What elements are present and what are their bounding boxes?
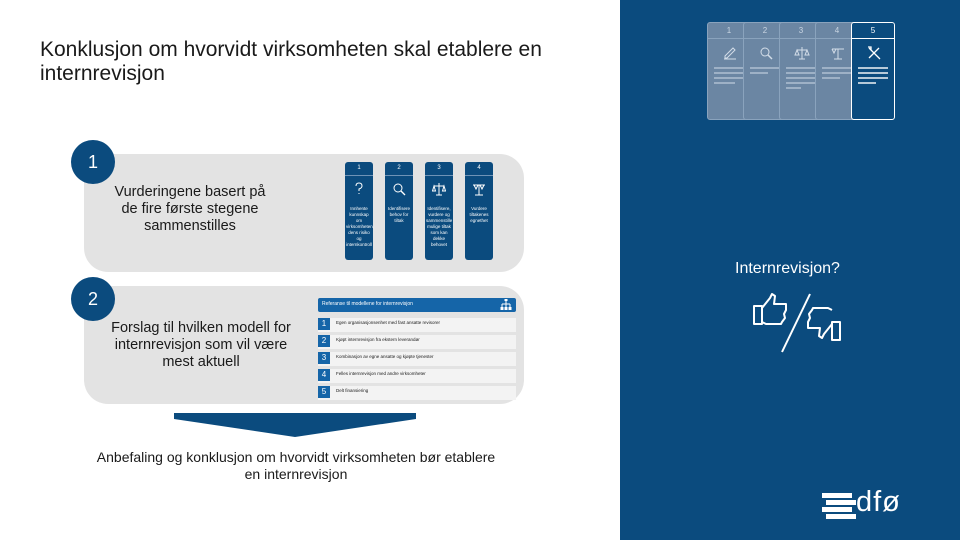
org-chart-icon [500, 299, 512, 311]
step-card-text: Vurdere tiltakenes egnethet [469, 206, 489, 223]
down-arrow-icon [174, 413, 416, 437]
model-row-2 [318, 335, 516, 349]
page-title: Konklusjon om hvorvidt virksomheten skal etablere en internrevisjon [40, 38, 542, 85]
dfo-logo-text: dfø [856, 486, 901, 518]
section-2-badge: 2 [71, 277, 115, 321]
step-mini-text [786, 67, 816, 92]
model-number: 5 [318, 386, 330, 398]
step-card-number: 3 [437, 165, 441, 171]
step-mini-number: 3 [798, 26, 804, 35]
model-text: Delt finansiering [336, 388, 369, 393]
question-icon [352, 182, 366, 196]
internrevisjon-label: Internrevisjon? [735, 260, 840, 277]
step-card-number: 1 [357, 165, 361, 171]
balance-icon [472, 182, 486, 196]
section-1-text: Vurderingene basert på de fire første stegene sammenstilles [114, 184, 266, 234]
magnifier-icon [758, 45, 774, 61]
step-card-4 [465, 162, 493, 260]
step-mini-number: 1 [726, 26, 732, 35]
model-list [318, 298, 516, 400]
model-text: Felles internrevisjon med andre virksomheter [336, 371, 426, 376]
balance-icon [830, 45, 846, 61]
model-row-4 [318, 369, 516, 383]
conclusion-text: Anbefaling og konklusjon om hvorvidt virksomheten bør etablere en internrevisjon [96, 449, 496, 482]
section-2-text: Forslag til hvilken modell for internrevisjon som vil være mest aktuell [111, 320, 291, 370]
step-card-text: Identifisere behov for tiltak [387, 206, 410, 223]
step-mini-number: 4 [834, 26, 840, 35]
step-mini-text [714, 67, 744, 87]
model-list-header-label: Referanse til modellene for internrevisjon [322, 301, 413, 307]
step-card-3 [425, 162, 453, 260]
model-row-3 [318, 352, 516, 366]
step-card-number: 2 [397, 165, 401, 171]
model-row-5 [318, 386, 516, 400]
model-text: Egen organisasjonsenhet med fast ansatte revisorer [336, 320, 441, 325]
model-number: 1 [318, 318, 330, 330]
step-mini-number: 5 [870, 26, 876, 35]
step-card-2 [385, 162, 413, 260]
model-text: Kombinasjon av egne ansatte og kjøpte tjenester [336, 354, 434, 359]
step-mini-text [858, 67, 888, 87]
model-number: 2 [318, 335, 330, 347]
model-number: 3 [318, 352, 330, 364]
scale-icon [432, 182, 446, 196]
step-mini-text [822, 67, 852, 82]
model-row-1 [318, 318, 516, 332]
model-list-header [318, 298, 516, 312]
model-text: Kjøpt internrevisjon fra ekstern leverandør [336, 337, 420, 342]
magnifier-icon [392, 182, 406, 196]
section-1-badge: 1 [71, 140, 115, 184]
step-card-number: 4 [477, 165, 481, 171]
scale-icon [794, 45, 810, 61]
tools-icon [866, 45, 882, 61]
step-card-text: Identifisere, vurdere og sammenstille mulige tiltak som kan dekke behovet [426, 206, 453, 247]
model-number: 4 [318, 369, 330, 381]
step-mini-text [750, 67, 780, 77]
step-card-1 [345, 162, 373, 260]
step-mini-number: 2 [762, 26, 768, 35]
step-card-text: Innhente kunnskap om virksomheten, dens risiko og internkontroll [346, 206, 375, 247]
thumbs-up-down-icon [752, 292, 842, 354]
dfo-logo-bars [822, 493, 856, 521]
pencil-icon [722, 45, 738, 61]
step-mini-5 [851, 22, 895, 120]
